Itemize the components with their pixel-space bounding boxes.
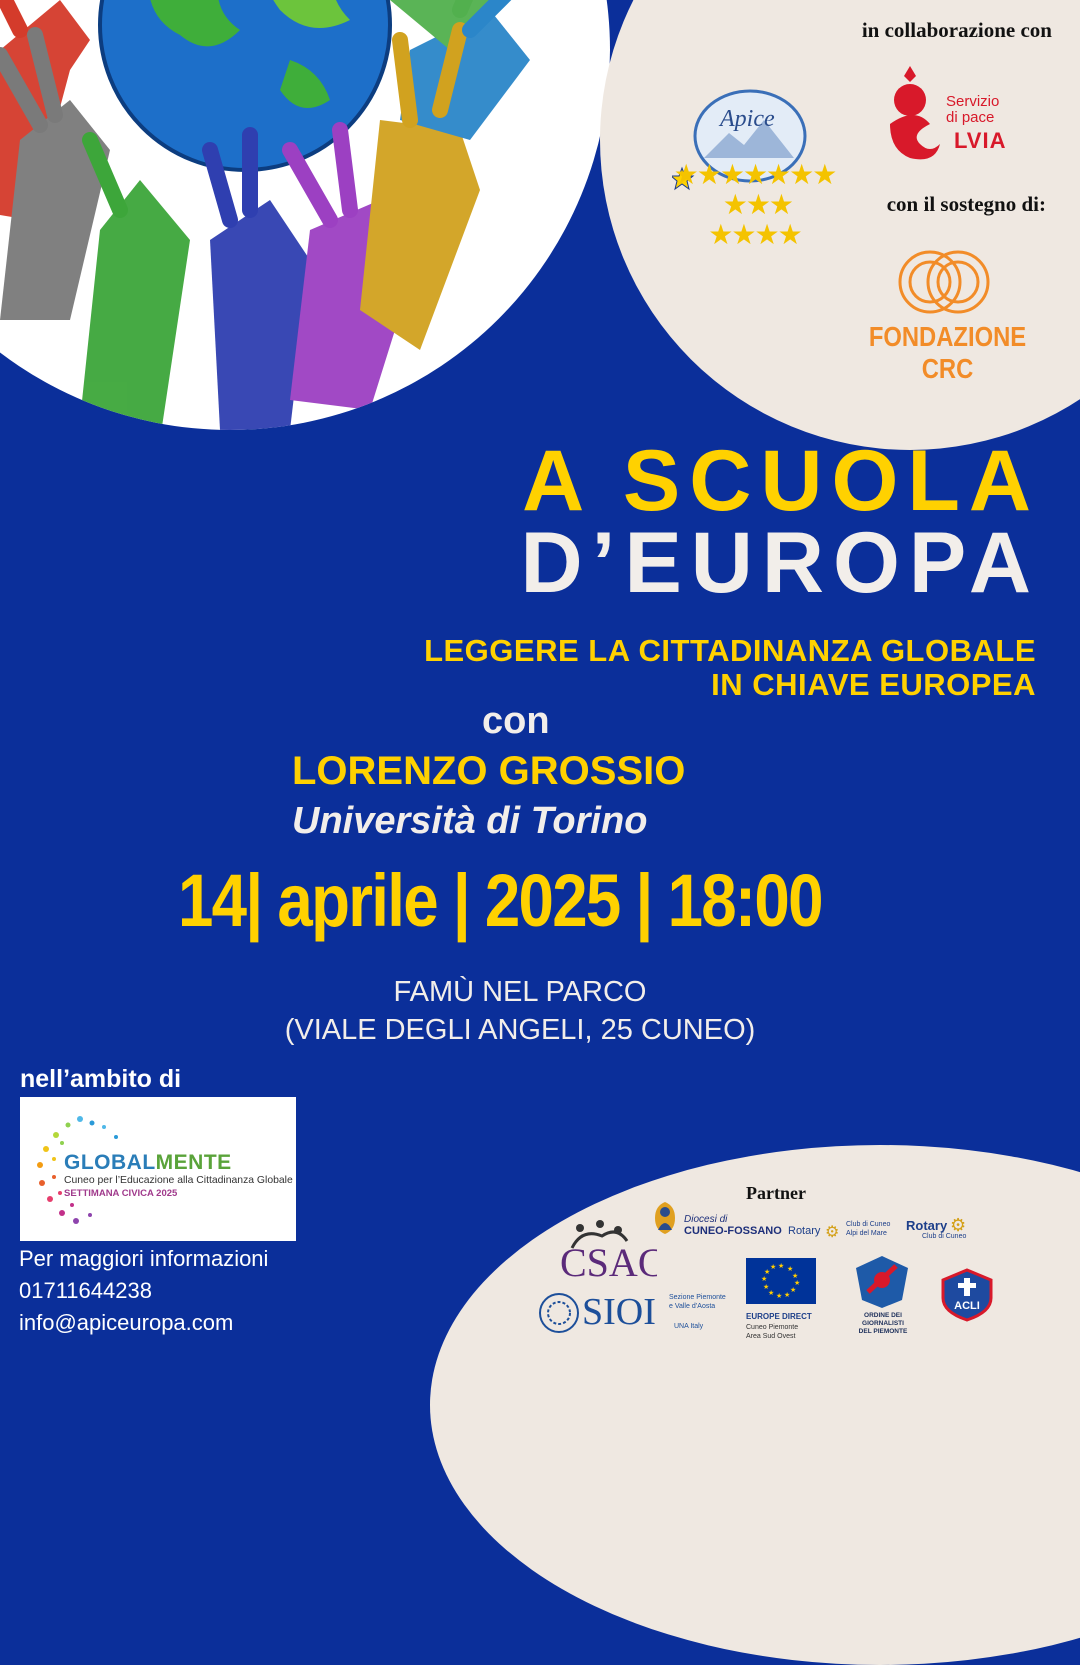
speaker-prefix: con <box>482 700 550 742</box>
subtitle-line-2: IN CHIAVE EUROPEA <box>711 667 1036 702</box>
europe-direct-sub-2: Area Sud Ovest <box>746 1333 796 1340</box>
svg-text:★: ★ <box>787 1266 794 1273</box>
speaker-affiliation: Università di Torino <box>292 800 648 842</box>
diocesi-text-1: Diocesi di <box>684 1214 728 1225</box>
svg-text:★: ★ <box>768 1290 775 1297</box>
subtitle-line-1: LEGGERE LA CITTADINANZA GLOBALE <box>424 633 1036 668</box>
ordine-text-3: DEL PIEMONTE <box>858 1328 908 1335</box>
globalmente-wordmark-b: MENTE <box>155 1151 232 1174</box>
rotary-alpi-logo <box>788 1220 898 1250</box>
csac-logo <box>552 1218 657 1283</box>
svg-text:★: ★ <box>776 1293 783 1300</box>
svg-text:CSAC: CSAC <box>560 1240 657 1283</box>
globalmente-logo <box>20 1097 296 1241</box>
acli-wordmark: ACLI <box>954 1300 980 1312</box>
globalmente-week: SETTIMANA CIVICA 2025 <box>64 1188 178 1199</box>
ordine-text-1: ORDINE DEI <box>864 1312 902 1319</box>
europe-direct-sub-1: Cuneo Piemonte <box>746 1324 799 1331</box>
svg-text:★: ★ <box>764 1269 771 1276</box>
info-email[interactable]: info@apiceuropa.com <box>19 1310 234 1335</box>
crc-wordmark: FONDAZIONE CRC <box>868 321 1027 384</box>
eu-flag-icon <box>746 1258 816 1304</box>
event-date-time: 14| aprile | 2025 | 18:00 <box>178 859 822 942</box>
hero-image-globe-hands <box>0 0 610 430</box>
globalmente-wordmark <box>64 1151 232 1175</box>
lvia-logo <box>880 62 1030 162</box>
svg-text:★: ★ <box>790 1287 797 1294</box>
svg-text:★: ★ <box>794 1280 801 1287</box>
speaker-name: LORENZO GROSSIO <box>292 749 686 793</box>
fondazione-crc-logo <box>840 245 1055 384</box>
diocesi-text-2: CUNEO-FOSSANO <box>684 1225 782 1237</box>
rotary-club-1b: Alpi del Mare <box>846 1230 887 1237</box>
partner-label: Partner <box>746 1183 806 1203</box>
sioi-una: UNA Italy <box>674 1323 704 1330</box>
info-label: Per maggiori informazioni <box>19 1246 269 1271</box>
rotary-wheel-icon: ⚙ <box>825 1224 840 1241</box>
europe-direct-title: EUROPE DIRECT <box>746 1312 812 1321</box>
acli-shield-icon <box>940 1268 994 1322</box>
sioi-sub-2: e Valle d’Aosta <box>669 1303 716 1310</box>
svg-text:★: ★ <box>770 1264 777 1271</box>
rotary-club-2: Club di Cuneo <box>922 1233 967 1240</box>
collaboration-label: in collaborazione con <box>861 18 1052 42</box>
svg-text:★: ★ <box>784 1292 791 1299</box>
sioi-wordmark: SIOI <box>582 1291 656 1333</box>
title-line-1: A SCUOLA <box>522 433 1040 529</box>
ordine-text-2: GIORNALISTI <box>862 1320 904 1327</box>
ordine-giornalisti-logo <box>848 1254 918 1344</box>
venue-name: FAMÙ NEL PARCO <box>393 976 647 1008</box>
rotary-wheel-icon-2: ⚙ <box>950 1215 967 1235</box>
globe-hands-illustration <box>0 0 610 430</box>
lvia-text-2: di pace <box>946 109 995 126</box>
sioi-logo <box>538 1290 726 1340</box>
svg-text:★: ★ <box>792 1273 799 1280</box>
venue-address: (VIALE DEGLI ANGELI, 25 CUNEO) <box>284 1014 756 1046</box>
rotary-cuneo-logo <box>906 1215 976 1248</box>
apice-stars: ★★★★★★★ ★★★ ★★★★ <box>673 159 836 250</box>
globalmente-tagline: Cuneo per l’Educazione alla Cittadinanza Globale <box>64 1175 293 1186</box>
europe-direct-logo <box>746 1258 818 1348</box>
rotary-label-2: Rotary <box>906 1218 948 1233</box>
crc-rings-icon <box>890 245 1000 320</box>
svg-text:★: ★ <box>778 1263 785 1270</box>
apice-logo <box>672 88 837 258</box>
support-label: con il sostegno di: <box>886 192 1046 216</box>
sioi-sub-1: Sezione Piemonte <box>669 1294 726 1301</box>
acli-logo <box>940 1268 994 1322</box>
svg-text:★: ★ <box>761 1276 768 1283</box>
apice-wordmark: Apice <box>720 106 775 132</box>
title-line-2: D’EUROPA <box>520 515 1040 611</box>
lvia-text-3: LVIA <box>954 128 1007 153</box>
rotary-club-1a: Club di Cuneo <box>846 1221 891 1228</box>
ordine-shield-icon <box>852 1254 912 1310</box>
svg-text:★: ★ <box>763 1284 770 1291</box>
context-label: nell’ambito di <box>20 1065 182 1093</box>
csac-figures-icon <box>552 1218 657 1283</box>
lvia-text-1: Servizio <box>946 93 1000 110</box>
info-phone: 01711644238 <box>19 1278 152 1303</box>
rotary-label-1: Rotary <box>788 1225 821 1237</box>
globalmente-wordmark-a: GLOBAL <box>64 1151 156 1174</box>
diocesi-logo <box>652 1200 782 1245</box>
sioi-seal-icon <box>538 1292 580 1334</box>
